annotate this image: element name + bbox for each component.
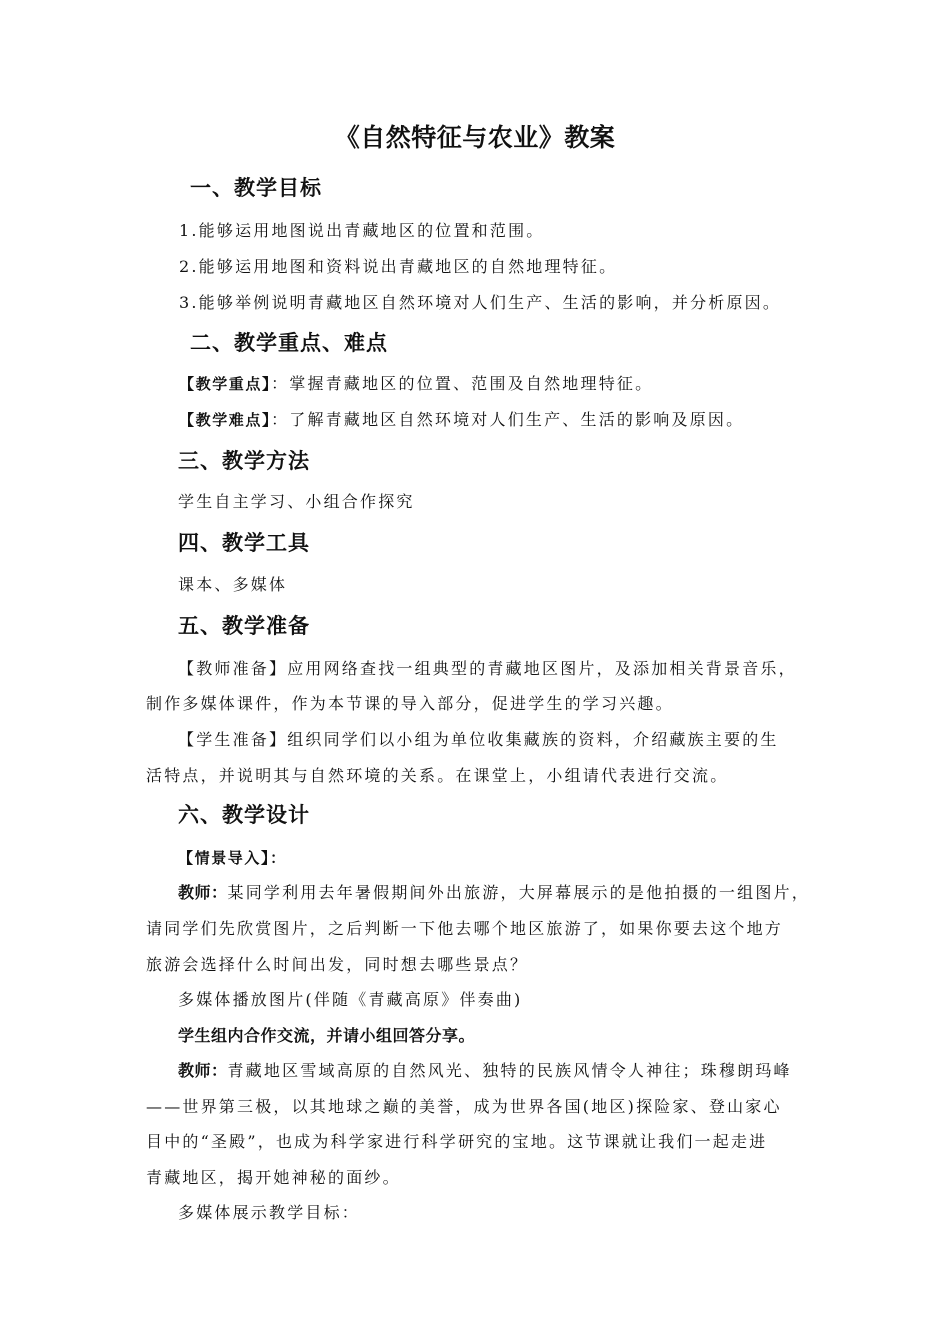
- media-note: 多媒体展示教学目标：: [178, 1203, 361, 1222]
- teacher-speech: 青藏地区雪域高原的自然风光、独特的民族风情令人神往；珠穆朗玛峰: [227, 1061, 792, 1080]
- student-prep-line: 活特点，并说明其与自然环境的关系。在课堂上，小组请代表进行交流。: [146, 766, 729, 785]
- key-point-line: [179, 373, 653, 395]
- section-heading-key-points: 二、教学重点、难点: [190, 331, 388, 355]
- section-heading-objectives: 一、教学目标: [190, 176, 322, 200]
- methods-text: 学生自主学习、小组合作探究: [178, 492, 415, 511]
- teacher-paragraph-line: 请同学们先欣赏图片，之后判断一下他去哪个地区旅游了，如果你要去这个地方: [146, 919, 784, 938]
- key-point-text: ：掌握青藏地区的位置、范围及自然地理特征。: [271, 374, 654, 393]
- document-title: 《自然特征与农业》教案: [334, 123, 616, 152]
- teacher-paragraph-line: 目中的“圣殿”，也成为科学家进行科学研究的宝地。这节课就让我们一起走进: [146, 1132, 768, 1151]
- difficulty-text: ：了解青藏地区自然环境对人们生产、生活的影响及原因。: [271, 410, 745, 429]
- teacher-paragraph-line: 青藏地区，揭开她神秘的面纱。: [146, 1168, 401, 1187]
- media-note: 多媒体播放图片(伴随《青藏高原》伴奏曲): [178, 990, 523, 1009]
- teacher-prep-line: 制作多媒体课件，作为本节课的导入部分，促进学生的学习兴趣。: [146, 694, 674, 713]
- difficulty-label: 【教学难点】: [179, 411, 272, 429]
- objective-item: 3.能够举例说明青藏地区自然环境对人们生产、生活的影响，并分析原因。: [179, 293, 782, 312]
- student-prep-line: 【学生准备】组织同学们以小组为单位收集藏族的资料，介绍藏族主要的生: [178, 730, 779, 749]
- difficulty-line: [179, 409, 744, 431]
- scene-intro-label: 【情景导入】：: [178, 849, 287, 867]
- key-point-label: 【教学重点】: [179, 375, 272, 393]
- teacher-speech: 某同学利用去年暑假期间外出旅游，大屏幕展示的是他拍摄的一组图片，: [227, 883, 810, 902]
- teacher-paragraph-line: [178, 882, 810, 904]
- objective-item: 1.能够运用地图说出青藏地区的位置和范围。: [179, 221, 545, 240]
- teacher-paragraph-line: 旅游会选择什么时间出发，同时想去哪些景点？: [146, 955, 529, 974]
- tools-text: 课本、多媒体: [178, 575, 288, 594]
- teacher-paragraph-line: [178, 1060, 792, 1082]
- group-activity-note: 学生组内合作交流，并请小组回答分享。: [178, 1026, 476, 1045]
- teacher-prep-line: 【教师准备】应用网络查找一组典型的青藏地区图片，及添加相关背景音乐，: [178, 659, 797, 678]
- section-heading-tools: 四、教学工具: [178, 531, 310, 555]
- section-heading-methods: 三、教学方法: [178, 449, 310, 473]
- section-heading-preparation: 五、教学准备: [178, 614, 310, 638]
- objective-item: 2.能够运用地图和资料说出青藏地区的自然地理特征。: [179, 257, 618, 276]
- section-heading-design: 六、教学设计: [178, 803, 310, 827]
- teacher-label: 教师：: [178, 1061, 228, 1080]
- teacher-paragraph-line: ——世界第三极，以其地球之巅的美誉，成为世界各国(地区)探险家、登山家心: [146, 1097, 782, 1116]
- teacher-label: 教师：: [178, 883, 228, 902]
